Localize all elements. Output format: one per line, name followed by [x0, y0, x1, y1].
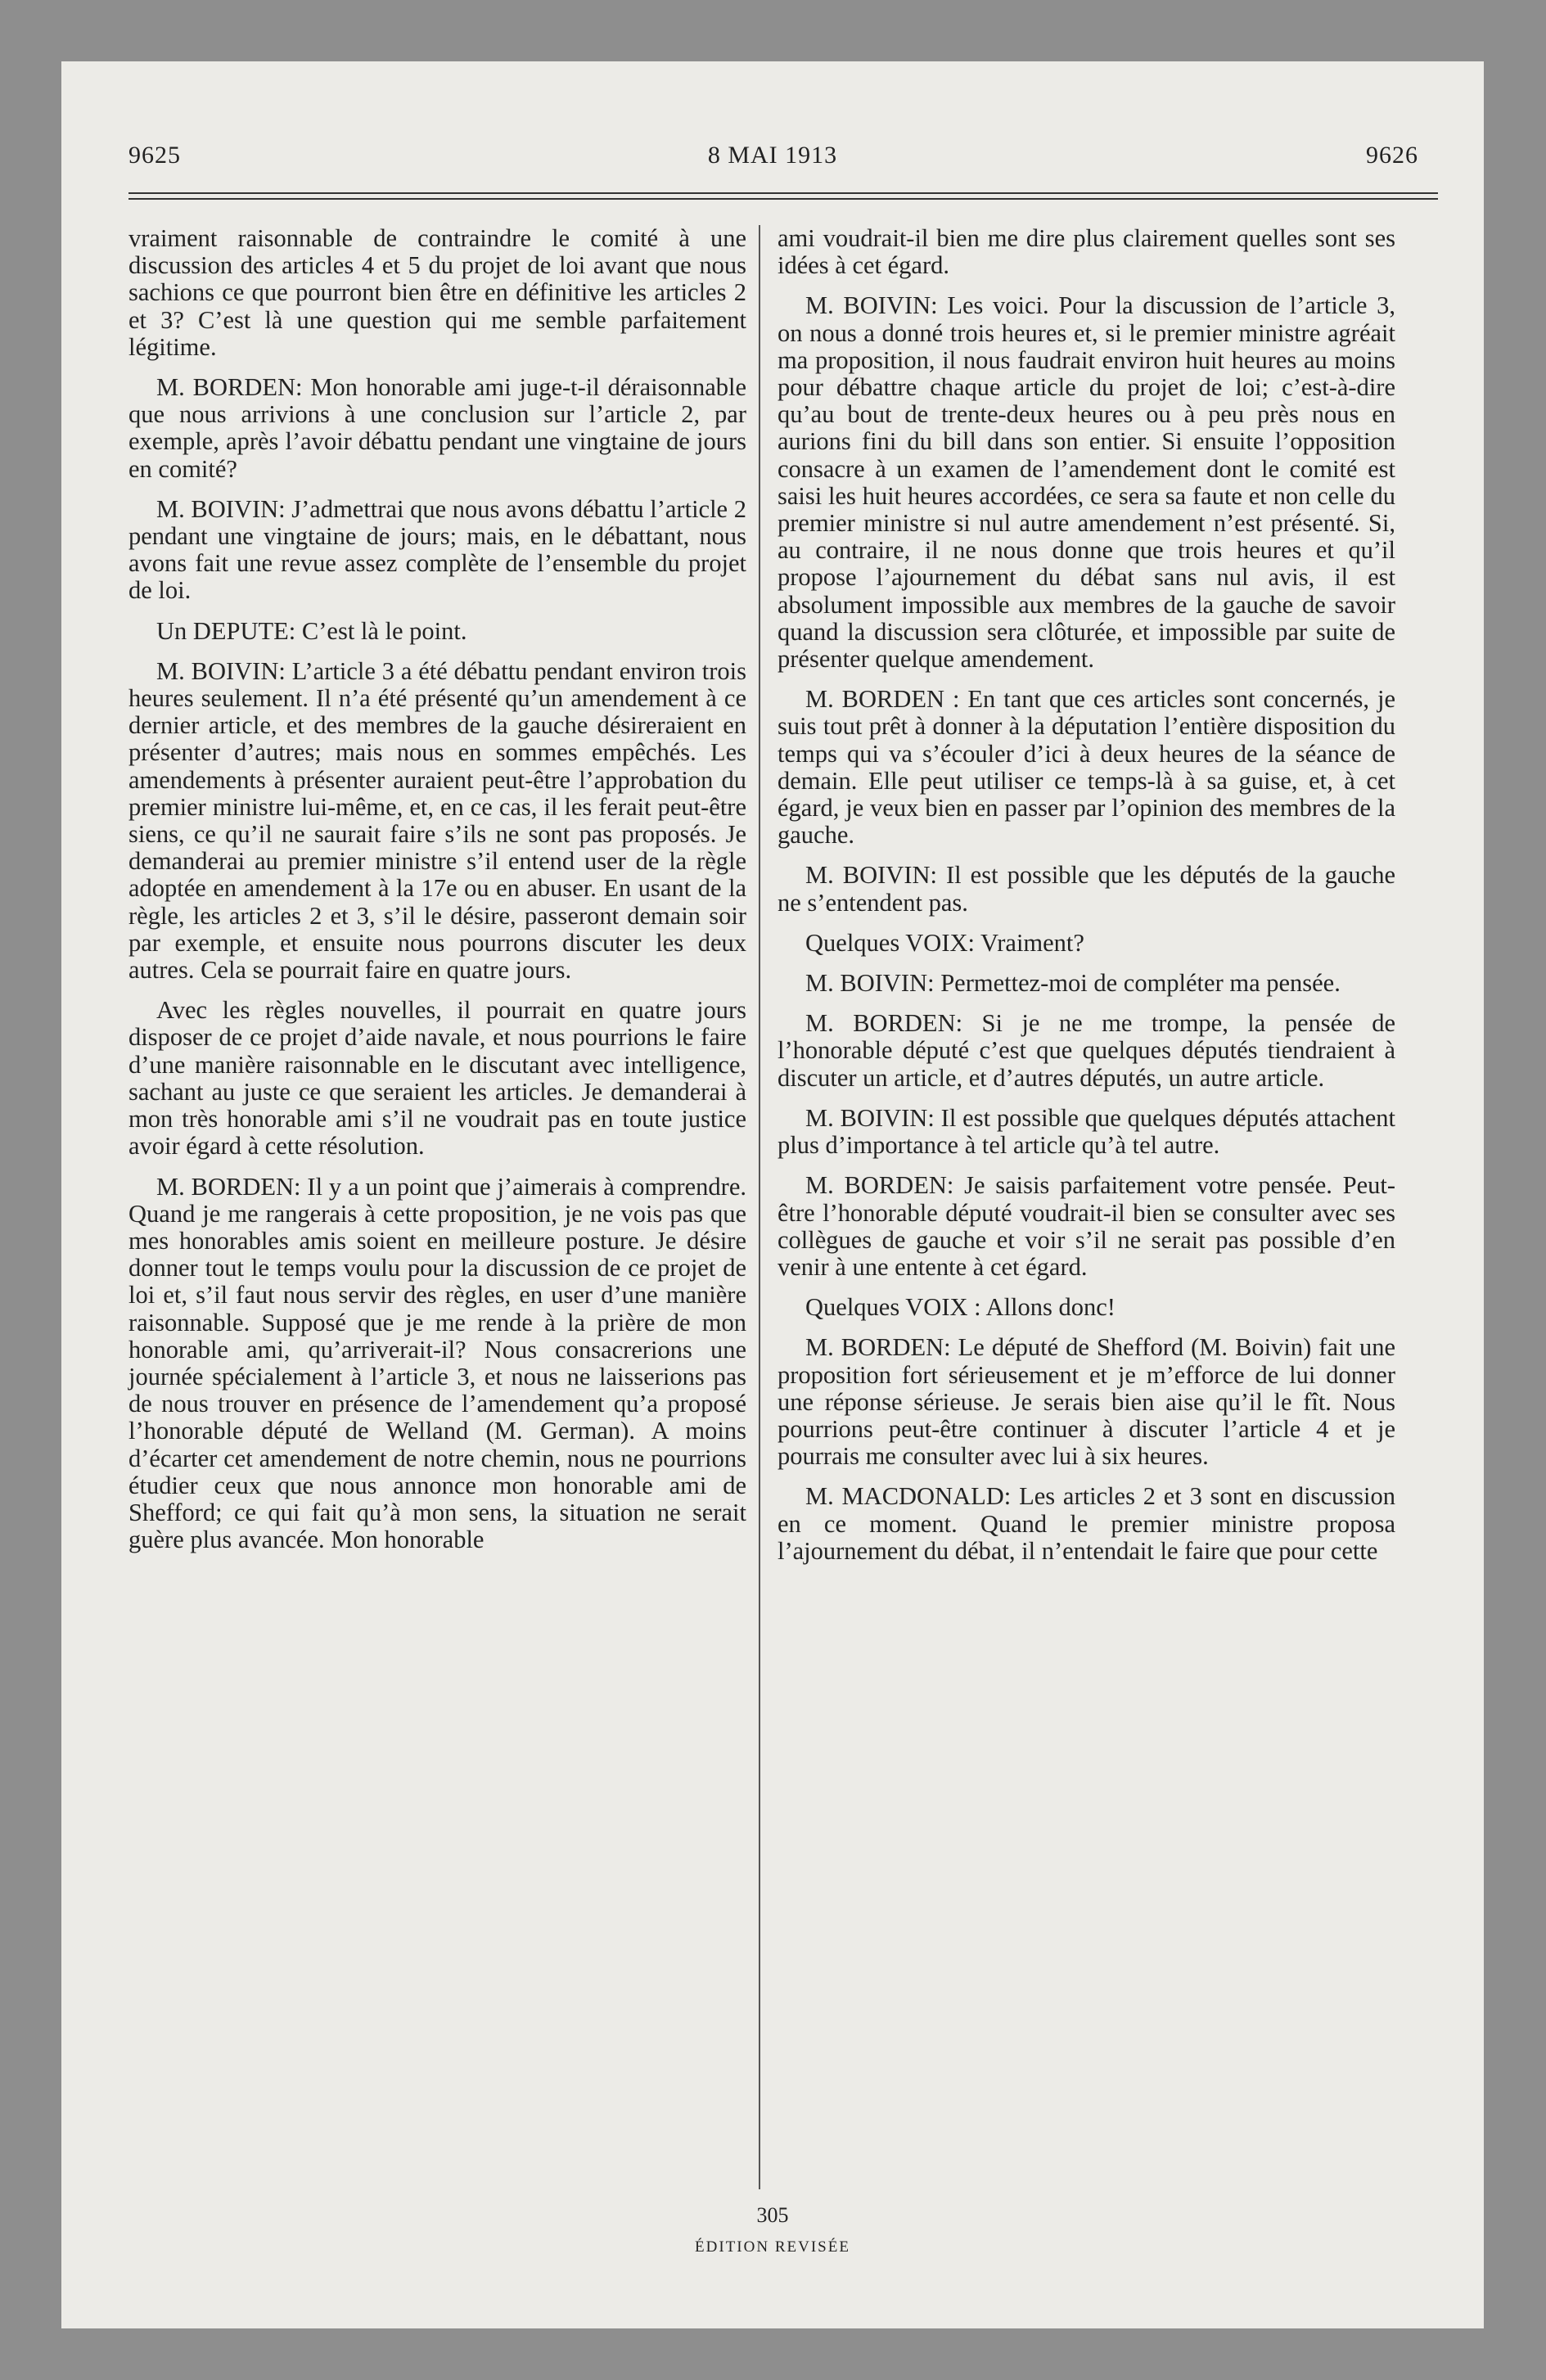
paragraph: M. BORDEN: Il y a un point que j’aimerais à comprendre. Quand je me rangerais à cette proposition, je ne vois pas que mes honorables amis soient en meilleure posture. Je désire donner tout le temps voulu pour la discussion de ce projet de loi et, s’il faut nous servir des règles, en user d’une manière raisonnable. Supposé que je me rende à la prière de mon honorable ami, qu’arriverait-il? Nous consacrerions une journée spécialement à l’article 3, et nous ne laisserions pas de nous trouver en présence de l’amendement qu’a proposé l’honorable député de Welland (M. German). A moins d’écarter cet amendement de notre chemin, nous ne pourrions étudier ceux que nous annonce mon honorable ami de Shefford; ce qui fait qu’à mon sens, la situation ne serait guère plus avancée. Mon honorable: [128, 1172, 746, 1554]
paragraph: M. BOIVIN: Il est possible que les députés de la gauche ne s’entendent pas.: [778, 861, 1395, 917]
paragraph: M. BORDEN: Le député de Shefford (M. Boivin) fait une proposition fort sérieusement et je m’efforce de lui donner une réponse sérieuse. Je serais bien aise qu’il le fît. Nous pourrions peut-être continuer à discuter l’article 4 et je pourrais me consulter avec lui à six heures.: [778, 1333, 1395, 1471]
paragraph: Avec les règles nouvelles, il pourrait en quatre jours disposer de ce projet d’aide navale, et nous pourrions le faire d’une manière raisonnable en le discutant avec intelligence, sachant au juste ce que seraient les articles. Je demanderai à mon très honorable ami s’il ne voudrait pas en toute justice avoir égard à cette résolution.: [128, 996, 746, 1161]
right-column: [778, 225, 1395, 1578]
paragraph: M. BORDEN : En tant que ces articles sont concernés, je suis tout prêt à donner à la députation l’entière disposition du temps qui va s’écouler d’ici à deux heures de la séance de demain. Elle peut utiliser ce temps-là à sa guise, et, à cet égard, je veux bien en passer par l’opinion des membres de la gauche.: [778, 685, 1395, 850]
header-rule-top: [128, 192, 1438, 194]
paragraph: M. MACDONALD: Les articles 2 et 3 sont en discussion en ce moment. Quand le premier ministre proposa l’ajournement du débat, il n’entendait le faire que pour cette: [778, 1482, 1395, 1565]
header-rule-bottom: [128, 198, 1438, 200]
paragraph: Quelques VOIX : Allons donc!: [805, 1293, 1116, 1322]
page-date: 8 MAI 1913: [707, 142, 838, 169]
paragraph: Un DEPUTE: C’est là le point.: [156, 616, 467, 645]
paragraph: vraiment raisonnable de contraindre le comité à une discussion des articles 4 et 5 du projet de loi avant que nous sachions ce que pourront bien être en définitive les articles 2 et 3? C’est là une question qui me semble parfaitement légitime.: [128, 224, 746, 361]
footer-edition: ÉDITION REVISÉE: [695, 2238, 850, 2256]
document-page: [61, 61, 1484, 2328]
paragraph: M. BORDEN: Je saisis parfaitement votre pensée. Peut-être l’honorable député voudrait-il bien se consulter avec ses collègues de gauche et voir s’il ne serait pas possible d’en venir à une entente à cet égard.: [778, 1171, 1395, 1281]
paragraph: M. BORDEN: Si je ne me trompe, la pensée de l’honorable député c’est que quelques députés tiendraient à discuter un article, et d’autres députés, un autre article.: [778, 1009, 1395, 1092]
paragraph: M. BOIVIN: J’admettrai que nous avons débattu l’article 2 pendant une vingtaine de jours; mais, en le débattant, nous avons fait une revue assez complète de l’ensemble du projet de loi.: [128, 494, 746, 605]
paragraph: M. BORDEN: Mon honorable ami juge-t-il déraisonnable que nous arrivions à une conclusion sur l’article 2, par exemple, après l’avoir débattu pendant une vingtaine de jours en comité?: [128, 373, 746, 483]
left-column: [128, 225, 746, 1566]
paragraph: M. BOIVIN: Permettez-moi de compléter ma pensée.: [805, 969, 1341, 998]
paragraph: M. BOIVIN: Il est possible que quelques députés attachent plus d’importance à tel article qu’à tel autre.: [778, 1103, 1395, 1160]
paragraph: Quelques VOIX: Vraiment?: [805, 928, 1084, 957]
paragraph: M. BOIVIN: L’article 3 a été débattu pendant environ trois heures seulement. Il n’a été présenté qu’un amendement à ce dernier article, et des membres de la gauche désireraient en présenter d’autres; mais nous en sommes empêchés. Les amendements à présenter auraient peut-être l’approbation du premier ministre lui-même, et, en ce cas, il les ferait peut-être siens, ce qu’il ne saurait faire s’ils ne sont pas proposés. Je demanderai au premier ministre s’il entend user de la règle adoptée en amendement à la 17e ou en abuser. En usant de la règle, les articles 2 et 3, s’il le désire, passeront demain soir par exemple, et ensuite nous pourrons discuter les deux autres. Cela se pourrait faire en quatre jours.: [128, 656, 746, 985]
paragraph: ami voudrait-il bien me dire plus clairement quelles sont ses idées à cet égard.: [778, 224, 1395, 280]
page-number-right: 9626: [1366, 142, 1418, 169]
column-divider: [759, 225, 760, 2189]
footer-page-number: 305: [756, 2203, 789, 2227]
paragraph: M. BOIVIN: Les voici. Pour la discussion de l’article 3, on nous a donné trois heures et, si le premier ministre agréait ma proposition, il nous faudrait environ huit heures au moins pour débattre chaque article du projet de loi; c’est-à-dire qu’au bout de trente-deux heures ou à peu près nous en aurions fini du bill dans son entier. Si ensuite l’opposition consacre à un examen de l’amendement dont le comité est saisi les huit heures accordées, ce sera sa faute et non celle du premier ministre si nul autre amendement n’est présenté. Si, au contraire, il ne nous donne que trois heures et qu’il propose l’ajournement du débat sans nul avis, il est absolument impossible aux membres de la gauche de savoir quand la discussion sera clôturée, et impossible par suite de présenter quelque amendement.: [778, 291, 1395, 674]
page-number-left: 9625: [128, 142, 181, 169]
